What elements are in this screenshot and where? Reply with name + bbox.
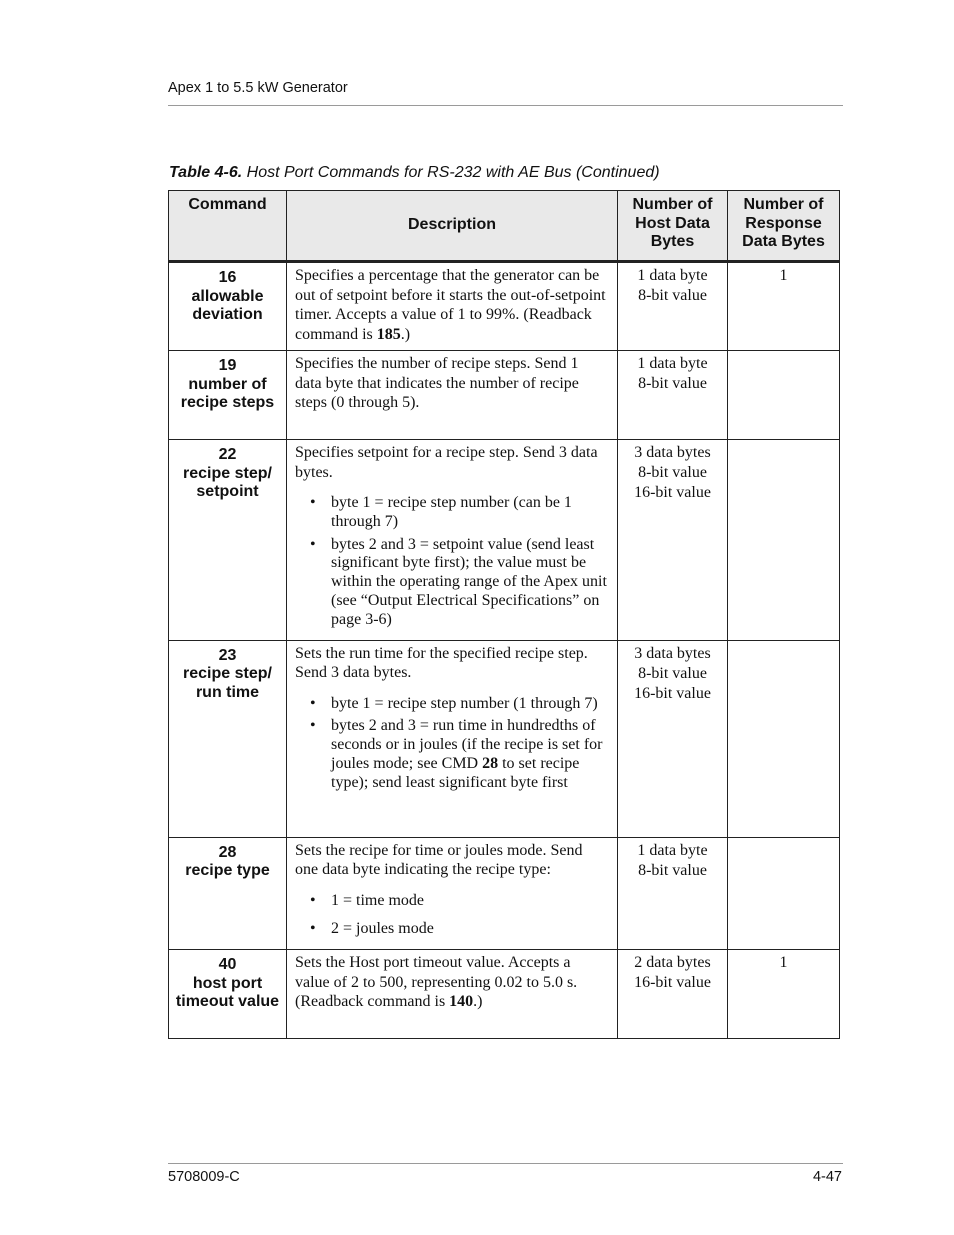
command-number: 23 [218, 646, 237, 664]
host-bytes-cell [618, 837, 728, 950]
description-text: Sets the recipe for time or joules mode. Send one data byte indicating the recipe type: [295, 841, 583, 879]
readback-command: 140 [449, 993, 474, 1011]
header-host-bytes: Number of Host Data Bytes [618, 191, 728, 262]
command-cell [169, 837, 287, 950]
description-text-end: .) [400, 325, 411, 343]
host-bytes-line: 16-bit value [634, 684, 711, 702]
response-bytes-cell: 1 [728, 262, 840, 351]
list-item: • 2 = joules mode [295, 920, 609, 939]
list-item: • byte 1 = recipe step number (can be 1 through 7) [295, 494, 609, 532]
table-row [169, 950, 840, 1039]
table-header-row [169, 191, 840, 262]
command-name: recipe step/ run time [183, 665, 272, 701]
host-bytes-line: 3 data bytes [634, 644, 711, 662]
host-bytes-cell [618, 262, 728, 351]
command-number: 19 [218, 357, 237, 374]
description-text: Specifies setpoint for a recipe step. Send 3 data bytes. [295, 444, 598, 481]
description-cell [287, 351, 618, 440]
response-bytes-cell [728, 837, 840, 950]
description-cell [287, 262, 618, 351]
description-text: Specifies a percentage that the generator can be out of setpoint before it starts the out-of-setpoint timer. Accepts a value of 1 to 99%. (Readback command is [295, 267, 606, 343]
table-row [169, 640, 840, 837]
command-cell [169, 262, 287, 351]
description-text: Specifies the number of recipe steps. Send 1 data byte that indicates the number of recipe steps (0 through 5). [295, 355, 579, 411]
host-bytes-line: 1 data byte [637, 267, 708, 284]
host-bytes-line: 8-bit value [638, 375, 707, 392]
command-name: recipe type [185, 862, 270, 880]
bullet-list [295, 892, 609, 940]
bullet-list [295, 494, 609, 630]
list-item-text: bytes 2 and 3 = run time in hundredths of seconds or in joules (if the recipe is set for joules mode; see CMD [331, 717, 603, 772]
description-cell [287, 640, 618, 837]
description-text-end: .) [473, 993, 483, 1011]
description-cell [287, 837, 618, 950]
host-bytes-line: 8-bit value [638, 861, 707, 879]
table-row [169, 440, 840, 641]
command-cell [169, 950, 287, 1039]
table-caption-label: Table 4-6. [169, 164, 243, 181]
cmd-reference: 28 [482, 754, 499, 772]
document-number: 5708009-C [168, 1169, 240, 1185]
command-name: host port timeout value [175, 974, 280, 1011]
readback-command: 185 [376, 325, 401, 343]
response-bytes-cell [728, 440, 840, 641]
command-cell [169, 440, 287, 641]
host-bytes-cell [618, 950, 728, 1039]
description-text: Sets the run time for the specified recipe step. Send 3 data bytes. [295, 644, 588, 682]
header-rule [168, 105, 843, 106]
command-cell [169, 351, 287, 440]
host-bytes-line: 16-bit value [634, 484, 711, 501]
command-number: 22 [218, 446, 237, 463]
host-bytes-line: 8-bit value [638, 664, 707, 682]
list-item: • byte 1 = recipe step number (1 through 7) [295, 695, 609, 714]
command-name: allowable deviation [191, 287, 264, 323]
footer-rule [168, 1163, 843, 1164]
host-bytes-cell [618, 440, 728, 641]
list-item: • 1 = time mode [295, 892, 609, 911]
host-bytes-line: 16-bit value [634, 974, 711, 992]
table-caption [169, 164, 660, 182]
command-name: number of recipe steps [180, 375, 275, 411]
table-row [169, 262, 840, 351]
host-bytes-line: 3 data bytes [634, 444, 711, 461]
command-number: 40 [218, 956, 237, 974]
host-bytes-line: 8-bit value [638, 287, 707, 304]
table-row [169, 837, 840, 950]
page-number: 4-47 [812, 1169, 842, 1185]
response-bytes-cell: 1 [728, 950, 840, 1039]
bullet-list [295, 695, 609, 793]
description-text: Sets the Host port timeout value. Accepts a value of 2 to 500, representing 0.02 to 5.0 s. (Readback command is [295, 954, 578, 1011]
command-number: 28 [218, 843, 237, 861]
response-bytes-cell [728, 351, 840, 440]
host-bytes-line: 1 data byte [637, 841, 708, 859]
header-response-bytes: Number of Response Data Bytes [728, 191, 840, 262]
description-cell [287, 440, 618, 641]
description-cell [287, 950, 618, 1039]
host-port-commands-table [168, 190, 840, 1039]
list-item [295, 717, 609, 792]
header-command: Command [169, 191, 287, 262]
host-bytes-line: 8-bit value [638, 464, 707, 481]
table-caption-text: Host Port Commands for RS-232 with AE Bus (Continued) [242, 164, 660, 181]
command-name: recipe step/ setpoint [183, 464, 272, 500]
host-bytes-line: 2 data bytes [634, 954, 711, 972]
command-number: 16 [218, 269, 237, 286]
host-bytes-cell [618, 640, 728, 837]
response-bytes-cell [728, 640, 840, 837]
table-row [169, 351, 840, 440]
list-item: • bytes 2 and 3 = setpoint value (send least significant byte first); the value must be within the operating range of the Apex unit (see “Output Electrical Specifications” on page 3-6) [295, 536, 609, 630]
header-description: Description [287, 191, 618, 262]
list-item-text-end: to set recipe type); send least significant byte first [331, 754, 580, 791]
host-bytes-line: 1 data byte [637, 355, 708, 372]
host-bytes-cell [618, 351, 728, 440]
command-cell [169, 640, 287, 837]
running-header: Apex 1 to 5.5 kW Generator [168, 80, 348, 96]
